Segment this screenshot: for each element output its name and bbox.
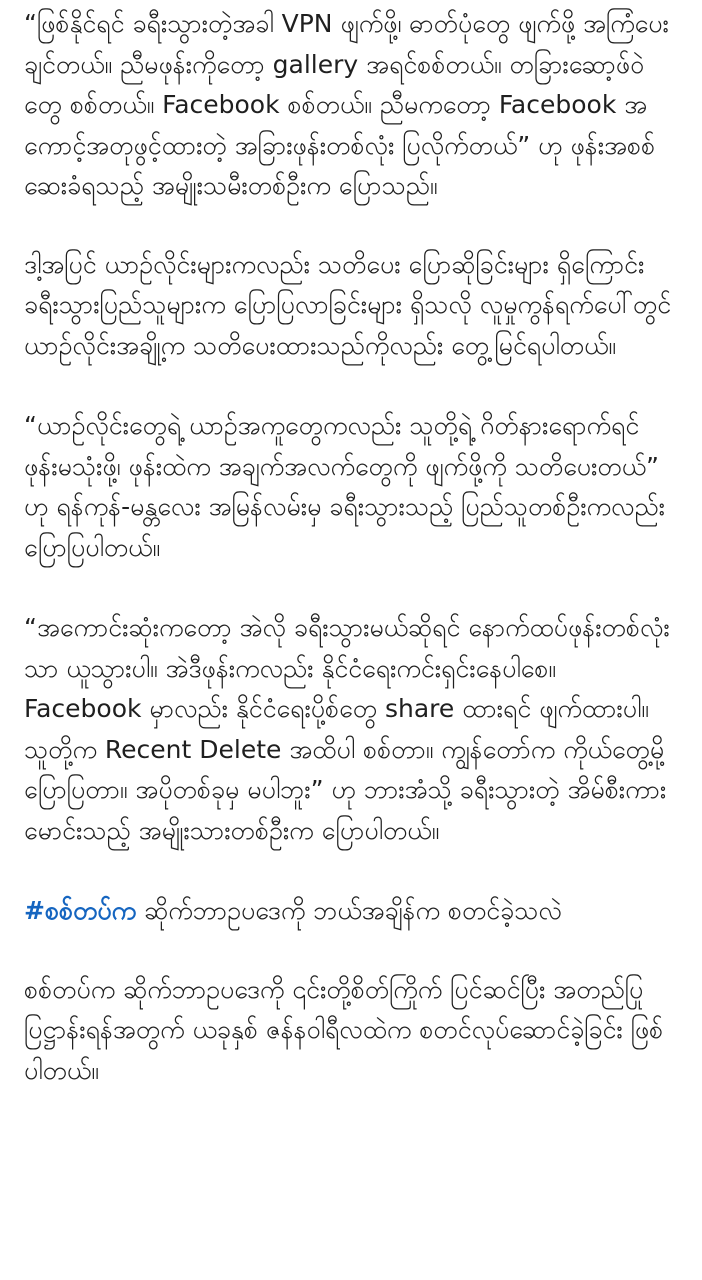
article-paragraph-3: “ယာဉ်လိုင်းတွေရဲ့ ယာဉ်အကူတွေကလည်း သူတို့ရဲ့ ဂိတ်နားရောက်ရင် ဖုန်းမသုံးဖို့၊ ဖုန်းထဲက အချက်အလက်တွေကို ဖျက်ဖို့ကို သတိပေးတယ်” ဟု ရန်ကုန်-မန္တလေး အမြန်လမ်းမှ ခရီးသွားသည့် ပြည်သူတစ်ဦးကလည်း ပြောပြပါတယ်။ xyxy=(24,411,665,562)
hashtag-link[interactable]: #စစ်တပ်က xyxy=(24,896,137,925)
article-paragraph-4: “အကောင်းဆုံးကတော့ အဲလို ခရီးသွားမယ်ဆိုရင် နောက်ထပ်ဖုန်းတစ်လုံးသာ ယူသွားပါ။ အဲဒီဖုန်းကလည်း နိုင်ငံရေးကင်းရှင်းနေပါစေ။ Facebook မှာလည်း နိုင်ငံရေးပို့စ်တွေ share ထားရင် ဖျက်ထားပါ။ သူတို့က Recent Delete အထိပါ စစ်တာ။ ကျွန်တော်က ကိုယ်တွေ့မို့ ပြောပြတာ။ အပိုတစ်ခုမှ မပါဘူး” ဟု ဘားအံသို့ ခရီးသွားတဲ့ အိမ်စီးကားမောင်းသည့် အမျိုးသားတစ်ဦးက ပြောပါတယ်။ xyxy=(24,613,670,845)
article-paragraph-5: စစ်တပ်က ဆိုက်ဘာဥပဒေကို ၎င်းတို့စိတ်ကြိုက် ပြင်ဆင်ပြီး အတည်ပြုပြဋ္ဌာန်းရန်အတွက် ယခုနှစ် ဇန်နဝါရီလထဲက စတင်လုပ်ဆောင်ခဲ့ခြင်း ဖြစ်ပါတယ်။ xyxy=(24,974,664,1085)
section-subheading xyxy=(24,891,680,932)
subheading-text: ဆိုက်ဘာဥပဒေကို ဘယ်အချိန်က စတင်ခဲ့သလဲ xyxy=(136,896,562,925)
article-paragraph-1: “ဖြစ်နိုင်ရင် ခရီးသွားတဲ့အခါ VPN ဖျက်ဖို့၊ ဓာတ်ပုံတွေ ဖျက်ဖို့ အကြံပေးချင်တယ်။ ညီမဖုန်းကိုတော့ gallery အရင်စစ်တယ်။ တခြားဆော့ဖ်ဝဲတွေ စစ်တယ်။ Facebook စစ်တယ်။ ညီမကတော့ Facebook အကောင့်အတုဖွင့်ထားတဲ့ အခြားဖုန်းတစ်လုံး ပြလိုက်တယ်” ဟု ဖုန်းအစစ်ဆေးခံရသည့် အမျိုးသမီးတစ်ဦးက ပြောသည်။ xyxy=(24,9,669,200)
article-paragraph-2: ဒါ့အပြင် ယာဉ်လိုင်းများကလည်း သတိပေး ပြောဆိုခြင်းများ ရှိကြောင်း ခရီးသွားပြည်သူများက ပြောပြလာခြင်းများ ရှိသလို လူမှုကွန်ရက်ပေါ်တွင် ယာဉ်လိုင်းအချို့က သတိပေးထားသည်ကိုလည်း တွေ့မြင်ရပါတယ်။ xyxy=(24,249,672,360)
